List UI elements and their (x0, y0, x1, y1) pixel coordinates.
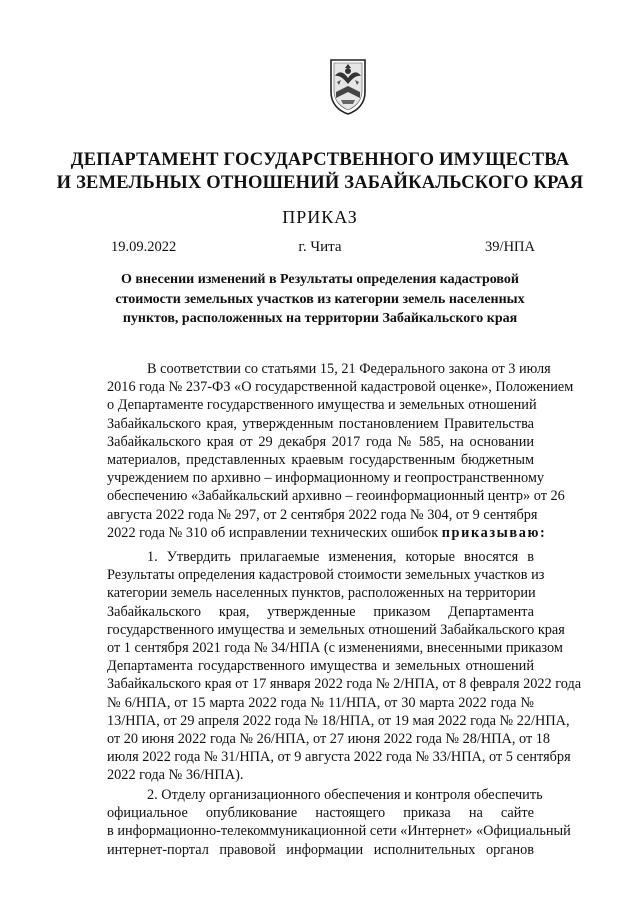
order-date: 19.09.2022 (111, 239, 177, 255)
subject-line: стоимости земельных участков из категории земель населенных (115, 291, 525, 307)
department-name-line1: ДЕПАРТАМЕНТ ГОСУДАРСТВЕННОГО ИМУЩЕСТВА (70, 150, 570, 170)
text-line: Забайкальского края от 29 декабря 2017 года № 585, на основании (107, 433, 534, 450)
text-line: Забайкальского края, утвержденные приказом Департамента (107, 603, 534, 620)
text-line: обеспечению «Забайкальский архивно – геоинформационный центр» от 26 (107, 488, 565, 505)
text-line: от 20 июня 2022 года № 26/НПА, от 27 июня 2022 года № 28/НПА, от 18 (107, 731, 551, 748)
text-line: 1. Утвердить прилагаемые изменения, которые вносятся в (147, 549, 534, 565)
text-line: Забайкальского края от 17 января 2022 года № 2/НПА, от 8 февраля 2022 года (107, 676, 582, 693)
clause-1-paragraph (107, 548, 582, 785)
text-line: о Департаменте государственного имущества и земельных отношений (107, 397, 537, 414)
text-line: учреждением по архивно – информационному и геопространственному (107, 470, 545, 487)
text-line-last (107, 524, 547, 542)
order-city: г. Чита (298, 239, 342, 255)
text-line: в информационно-телекоммуникационной сети «Интернет» «Официальный (107, 823, 571, 840)
text-line: Забайкальского края, утвержденным постановлением Правительства (107, 415, 534, 432)
text-line: материалов, представленных краевым государственным бюджетным (107, 452, 534, 469)
text-line: государственного имущества и земельных отношений Забайкальского края (107, 621, 565, 638)
clause-2-paragraph (107, 786, 571, 859)
subject-line: О внесении изменений в Результаты определения кадастровой (121, 272, 519, 287)
order-subject (0, 270, 640, 329)
coat-of-arms-icon (325, 58, 371, 116)
department-name-line2: И ЗЕМЕЛЬНЫХ ОТНОШЕНИЙ ЗАБАЙКАЛЬСКОГО КРАЯ (56, 173, 584, 193)
text-line: 2. Отделу организационного обеспечения и контроля обеспечить (147, 787, 543, 803)
text-line-start: 2022 года № 310 об исправлении технических ошибок (107, 524, 439, 541)
text-line: от 1 сентября 2021 года № 34/НПА (с изменениями, внесенными приказом (107, 640, 563, 657)
preamble-paragraph (107, 360, 574, 542)
document-title: ПРИКАЗ (282, 207, 358, 227)
text-line: июля 2022 года № 31/НПА, от 9 августа 2022 года № 33/НПА, от 5 сентября (107, 749, 571, 766)
text-line: 2022 года № 36/НПА). (107, 767, 244, 784)
text-line: категории земель населенных пунктов, расположенных на территории (107, 585, 536, 602)
text-line: официальное опубликование настоящего приказа на сайте (107, 805, 534, 822)
text-line: Департамента государственного имущества и земельных отношений (107, 658, 534, 675)
text-line: августа 2022 года № 297, от 2 сентября 2022 года № 304, от 9 сентября (107, 506, 538, 523)
text-line: № 6/НПА, от 15 марта 2022 года № 11/НПА, от 30 марта 2022 года № (107, 694, 534, 711)
order-number: 39/НПА (485, 239, 535, 255)
order-command: приказываю: (441, 524, 547, 541)
text-line: В соответствии со статьями 15, 21 Федерального закона от 3 июля (147, 361, 551, 377)
subject-line: пунктов, расположенных на территории Забайкальского края (122, 311, 518, 326)
text-line: 2016 года № 237-ФЗ «О государственной кадастровой оценке», Положением (107, 379, 574, 396)
text-line: 13/НПА, от 29 апреля 2022 года № 18/НПА, от 19 мая 2022 года № 22/НПА, (107, 712, 570, 729)
text-line: интернет-портал правовой информации исполнительных органов (107, 841, 534, 858)
text-line: Результаты определения кадастровой стоимости земельных участков из (107, 567, 545, 584)
